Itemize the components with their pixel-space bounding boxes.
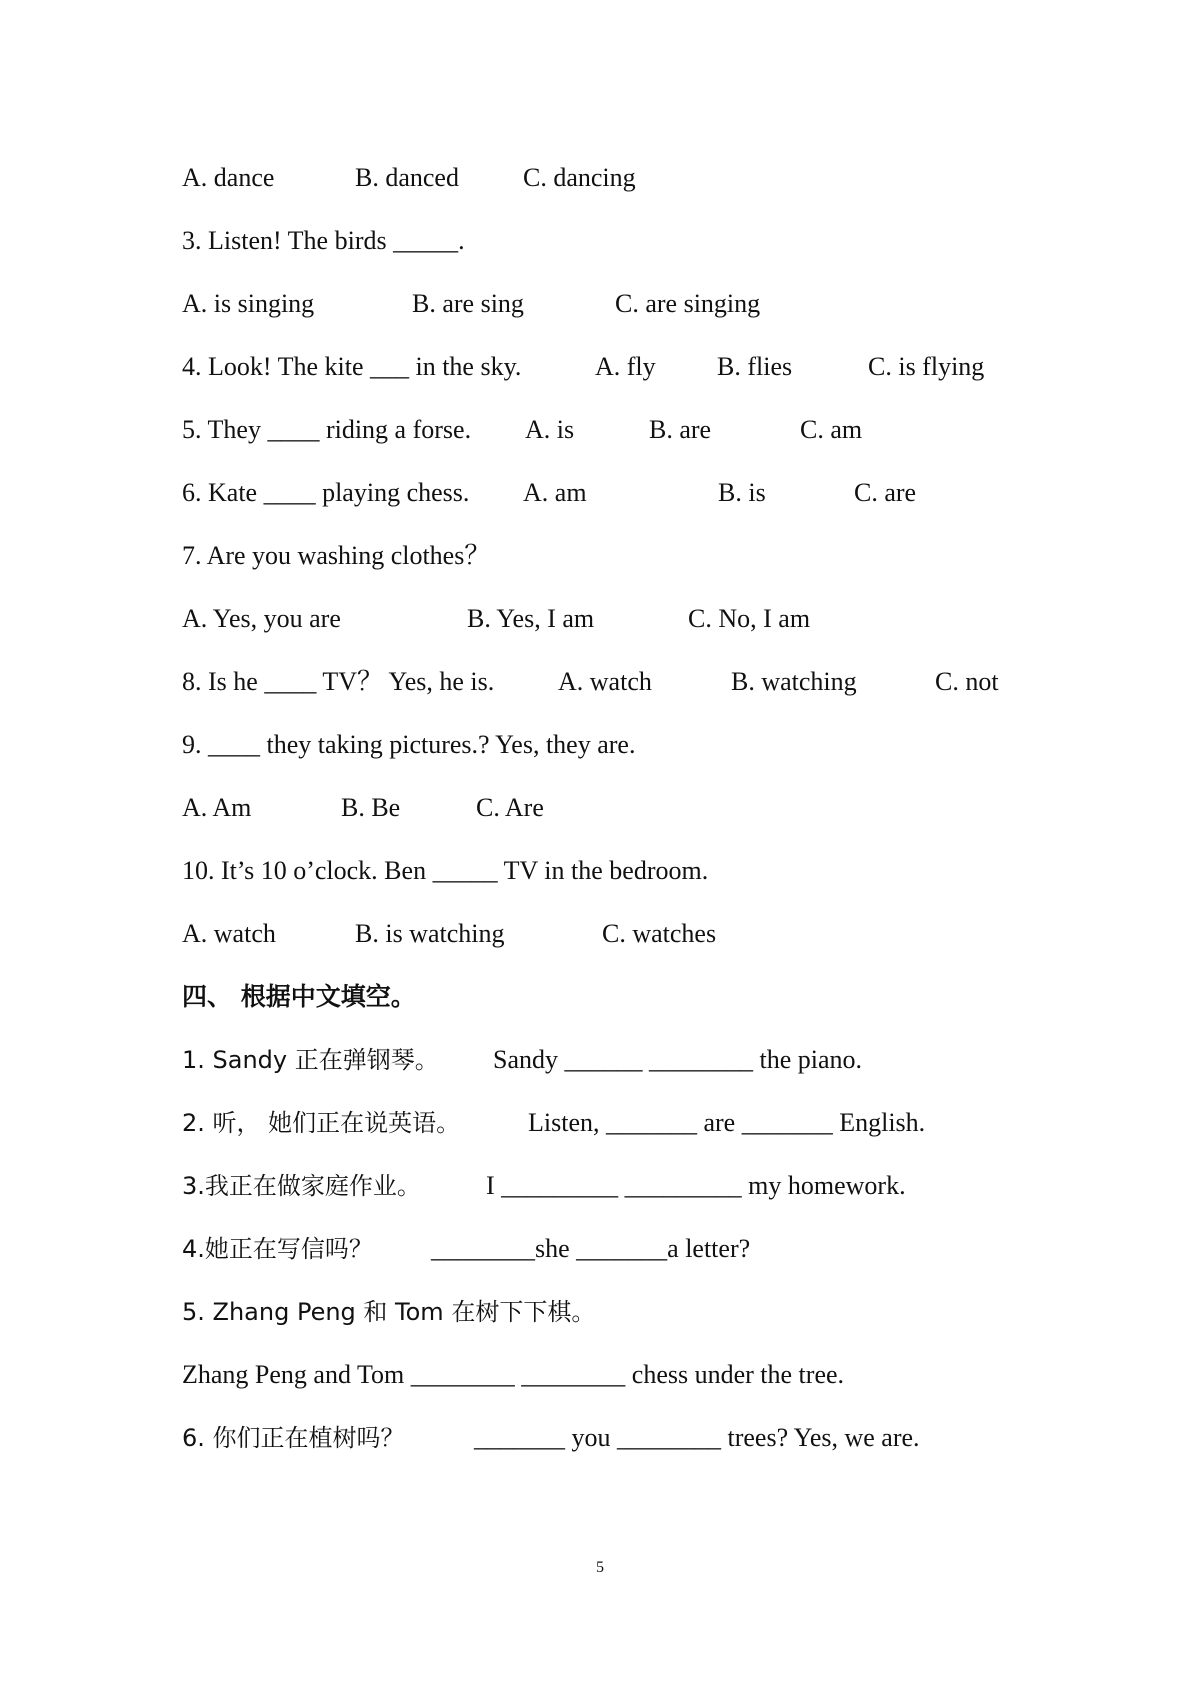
q9-option-c: C. Are [476, 793, 544, 822]
q10-option-a: A. watch [182, 919, 276, 948]
q7-stem-text: 7. Are you washing clothes？ [182, 541, 491, 570]
s4-item-6-english: _______ you ________ trees? Yes, we are. [474, 1423, 920, 1452]
q5-option-c: C. am [800, 415, 863, 444]
s4-item-1-english: Sandy ______ ________ the piano. [493, 1045, 863, 1074]
q9-stem-text: 9. ____ they taking pictures.? Yes, they are. [182, 730, 636, 759]
q5-option-a: A. is [525, 415, 575, 444]
q8-option-c: C. not [935, 667, 999, 696]
q7-option-a: A. Yes, you are [182, 604, 341, 633]
q6-option-b: B. is [718, 478, 766, 507]
q3-option-a: A. is singing [182, 289, 315, 318]
q10-option-b: B. is watching [355, 919, 505, 948]
q4-stem-text: 4. Look! The kite ___ in the sky. [182, 352, 522, 381]
s4-item-4-chinese: 4.她正在写信吗？ [182, 1235, 373, 1263]
q6-stem-text: 6. Kate ____ playing chess. [182, 478, 470, 507]
s4-item-1-chinese: 1. Sandy 正在弹钢琴。 [182, 1046, 439, 1074]
s4-item-5-chinese: 5. Zhang Peng 和 Tom 在树下下棋。 [182, 1298, 596, 1326]
s4-item-3-english: I _________ _________ my homework. [486, 1171, 906, 1200]
section-4-heading: 四、 根据中文填空。 [182, 982, 416, 1011]
q10-stem-text: 10. It’s 10 o’clock. Ben _____ TV in the bedroom. [182, 856, 709, 885]
q3-stem-text: 3. Listen! The birds _____. [182, 226, 465, 255]
q5-stem-text: 5. They ____ riding a forse. [182, 415, 472, 444]
s4-item-6-chinese: 6. 你们正在植树吗？ [182, 1424, 405, 1452]
q6-option-c: C. are [854, 478, 917, 507]
s4-item-3-chinese: 3.我正在做家庭作业。 [182, 1172, 421, 1200]
q7-option-b: B. Yes, I am [467, 604, 595, 633]
q4-option-a: A. fly [595, 352, 656, 381]
q9-option-a: A. Am [182, 793, 252, 822]
s4-item-2-english: Listen, _______ are _______ English. [528, 1108, 926, 1137]
q4-option-c: C. is flying [868, 352, 985, 381]
page-number: 5 [596, 1559, 604, 1576]
q8-option-b: B. watching [731, 667, 857, 696]
q8-stem-text: 8. Is he ____ TV？ Yes, he is. [182, 667, 495, 696]
s4-item-4-english: ________she _______a letter? [431, 1234, 751, 1263]
q7-option-c: C. No, I am [688, 604, 811, 633]
q3-option-c: C. are singing [615, 289, 761, 318]
q9-option-b: B. Be [341, 793, 401, 822]
q2-option-b: B. danced [355, 163, 459, 192]
s4-item-2-chinese: 2. 听， 她们正在说英语。 [182, 1109, 461, 1137]
q3-option-b: B. are sing [412, 289, 524, 318]
q4-option-b: B. flies [717, 352, 793, 381]
q2-option-c: C. dancing [523, 163, 636, 192]
q5-option-b: B. are [649, 415, 712, 444]
q10-option-c: C. watches [602, 919, 717, 948]
q8-option-a: A. watch [558, 667, 652, 696]
q2-option-a: A. dance [182, 163, 275, 192]
q6-option-a: A. am [523, 478, 587, 507]
s4-item-5-english: Zhang Peng and Tom ________ ________ chess under the tree. [182, 1360, 845, 1389]
